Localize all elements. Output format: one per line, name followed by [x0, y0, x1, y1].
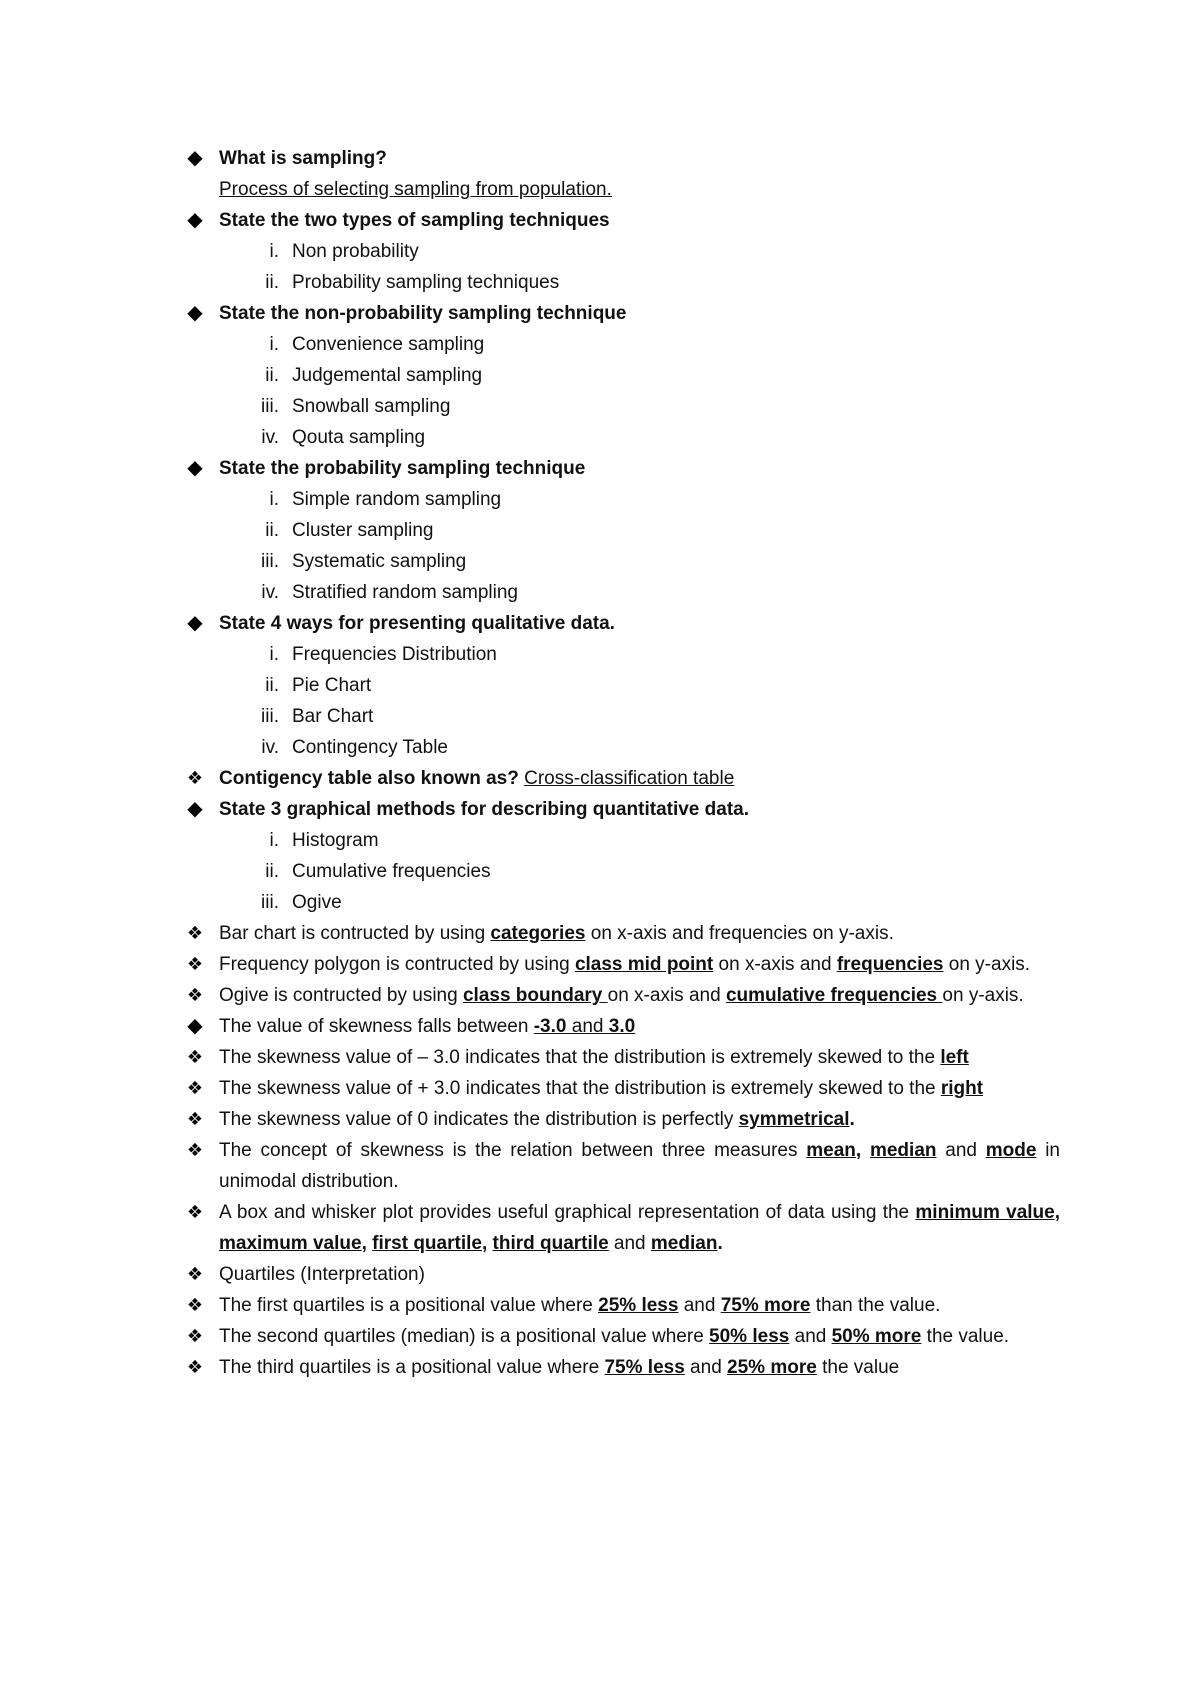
text: and [936, 1140, 986, 1161]
key-term: 50% less [709, 1326, 790, 1347]
question-text: What is sampling? [219, 148, 387, 169]
key-term: categories [490, 923, 586, 944]
key-term: 75% more [720, 1295, 811, 1316]
text: on x-axis and frequencies on y-axis. [585, 923, 894, 944]
list-item [185, 267, 1060, 298]
diamond-bullet-icon: ◆ [187, 302, 203, 324]
list-item-text: Non probability [292, 241, 419, 262]
text: Bar chart is contructed by using [219, 923, 491, 944]
list-numeral: iii. [261, 396, 279, 417]
text: , [1054, 1202, 1060, 1223]
question-text: Contigency table also known as? [219, 768, 519, 789]
star-bullet-icon: ❖ [186, 1357, 204, 1377]
text: Ogive is contructed by using [219, 985, 463, 1006]
list-item [185, 515, 1060, 546]
list-item [185, 732, 1060, 763]
statement-quartiles-heading [185, 1259, 1060, 1290]
list-item [185, 360, 1060, 391]
list-item-text: Frequencies Distribution [292, 644, 497, 665]
star-bullet-icon: ❖ [186, 923, 204, 943]
list-item [185, 670, 1060, 701]
text: The second quartiles (median) is a positional value where [219, 1326, 710, 1347]
key-term: 50% more [831, 1326, 922, 1347]
text: on y-axis. [942, 985, 1024, 1006]
statement-third-quartile [185, 1352, 1060, 1383]
diamond-bullet-icon: ◆ [187, 209, 203, 231]
list-item-text: Pie Chart [292, 675, 372, 696]
star-bullet-icon: ❖ [186, 1047, 204, 1067]
list-item-text: Simple random sampling [292, 489, 502, 510]
statement-box-whisker [185, 1197, 1060, 1259]
text: The third quartiles is a positional value where [219, 1357, 605, 1378]
key-term: 25% more [727, 1357, 817, 1378]
text: and [684, 1357, 728, 1378]
list-item-text: Qouta sampling [292, 427, 426, 448]
text: Quartiles (Interpretation) [219, 1264, 425, 1285]
text: and [789, 1326, 832, 1347]
key-term: mean [806, 1140, 856, 1161]
text: than the value. [810, 1295, 941, 1316]
question-contingency-table [185, 763, 1060, 794]
text: and [608, 1233, 651, 1254]
list-item [185, 825, 1060, 856]
list-numeral: iv. [261, 737, 279, 758]
list-numeral: iv. [261, 427, 279, 448]
text: , [855, 1140, 870, 1161]
text: The first quartiles is a positional value where [219, 1295, 599, 1316]
question-text: State the probability sampling technique [219, 458, 586, 479]
key-term: 75% less [604, 1357, 685, 1378]
question-text: State 4 ways for presenting qualitative data. [219, 613, 615, 634]
text: The value of skewness falls between [219, 1016, 534, 1037]
key-term: frequencies [836, 954, 944, 975]
text: The skewness value of 0 indicates the distribution is perfectly [219, 1109, 739, 1130]
list-numeral: ii. [265, 520, 279, 541]
statement-symmetrical [185, 1104, 1060, 1135]
list-numeral: ii. [265, 365, 279, 386]
text: . [849, 1109, 855, 1130]
text: and [678, 1295, 721, 1316]
star-bullet-icon: ❖ [186, 1295, 204, 1315]
key-term: class mid point [574, 954, 714, 975]
statement-skewness-range [185, 1011, 1060, 1042]
statement-frequency-polygon [185, 949, 1060, 980]
key-term: mode [985, 1140, 1037, 1161]
question-two-types [185, 205, 1060, 236]
text: , [481, 1233, 493, 1254]
list-numeral: ii. [265, 861, 279, 882]
key-term: 3.0 [608, 1016, 636, 1037]
statement-skew-right [185, 1073, 1060, 1104]
list-item [185, 329, 1060, 360]
list-item [185, 701, 1060, 732]
key-term: -3.0 [533, 1016, 572, 1037]
key-term: maximum value [219, 1233, 362, 1254]
key-term: class boundary [462, 985, 608, 1006]
star-bullet-icon: ❖ [186, 1078, 204, 1098]
statement-skewness-concept [185, 1135, 1060, 1197]
list-item [185, 484, 1060, 515]
statement-skew-left [185, 1042, 1060, 1073]
list-item-text: Stratified random sampling [292, 582, 518, 603]
list-numeral: iv. [261, 582, 279, 603]
list-numeral: ii. [265, 272, 279, 293]
statement-first-quartile [185, 1290, 1060, 1321]
text: the value. [921, 1326, 1010, 1347]
list-item [185, 236, 1060, 267]
list-item-text: Ogive [292, 892, 342, 913]
star-bullet-icon: ❖ [186, 1109, 204, 1129]
list-item-text: Convenience sampling [292, 334, 485, 355]
document-content [185, 143, 1060, 1383]
diamond-bullet-icon: ◆ [187, 1015, 203, 1037]
text: on y-axis. [943, 954, 1031, 975]
key-term: third quartile [492, 1233, 609, 1254]
text: The concept of skewness is the relation between three measures [219, 1140, 807, 1161]
text: A box and whisker plot provides useful graphical representation of data using the [219, 1202, 916, 1223]
text: , [361, 1233, 373, 1254]
list-numeral: i. [269, 644, 279, 665]
text: . [717, 1233, 723, 1254]
key-term: left [940, 1047, 969, 1068]
question-qualitative-data [185, 608, 1060, 639]
text: Frequency polygon is contructed by using [219, 954, 575, 975]
question-non-probability [185, 298, 1060, 329]
statement-bar-chart [185, 918, 1060, 949]
question-text: State 3 graphical methods for describing quantitative data. [219, 799, 749, 820]
list-item [185, 391, 1060, 422]
text: the value [816, 1357, 900, 1378]
diamond-bullet-icon: ◆ [187, 457, 203, 479]
list-item [185, 887, 1060, 918]
list-item-text: Bar Chart [292, 706, 374, 727]
list-item-text: Snowball sampling [292, 396, 451, 417]
text: The skewness value of + 3.0 indicates that the distribution is extremely skewed to the [219, 1078, 941, 1099]
list-item [185, 639, 1060, 670]
question-quantitative-data [185, 794, 1060, 825]
key-term: right [940, 1078, 984, 1099]
list-item-text: Cumulative frequencies [292, 861, 491, 882]
star-bullet-icon: ❖ [186, 954, 204, 974]
answer-text: Process of selecting sampling from population. [219, 179, 612, 200]
diamond-bullet-icon: ◆ [187, 612, 203, 634]
list-item-text: Histogram [292, 830, 379, 851]
text: on x-axis and [713, 954, 837, 975]
list-item [185, 422, 1060, 453]
list-numeral: iii. [261, 706, 279, 727]
list-item [185, 577, 1060, 608]
key-term: 25% less [598, 1295, 679, 1316]
list-numeral: i. [269, 241, 279, 262]
question-probability [185, 453, 1060, 484]
star-bullet-icon: ❖ [186, 1264, 204, 1284]
list-numeral: iii. [261, 892, 279, 913]
star-bullet-icon: ❖ [186, 1326, 204, 1346]
list-numeral: i. [269, 830, 279, 851]
statement-second-quartile [185, 1321, 1060, 1352]
question-text: State the non-probability sampling technique [219, 303, 627, 324]
list-numeral: i. [269, 334, 279, 355]
text: The skewness value of – 3.0 indicates that the distribution is extremely skewed to the [219, 1047, 941, 1068]
key-term: cumulative frequencies [725, 985, 943, 1006]
question-text: State the two types of sampling techniques [219, 210, 610, 231]
key-term: median [869, 1140, 937, 1161]
text: and [571, 1016, 609, 1037]
star-bullet-icon: ❖ [186, 768, 204, 788]
answer-text: Cross-classification table [524, 768, 735, 789]
key-term: symmetrical [738, 1109, 850, 1130]
star-bullet-icon: ❖ [186, 1202, 204, 1222]
key-term: first quartile [372, 1233, 482, 1254]
list-item-text: Judgemental sampling [292, 365, 483, 386]
diamond-bullet-icon: ◆ [187, 147, 203, 169]
list-numeral: i. [269, 489, 279, 510]
list-item-text: Probability sampling techniques [292, 272, 560, 293]
statement-ogive [185, 980, 1060, 1011]
text: on x-axis and [607, 985, 726, 1006]
list-numeral: ii. [265, 675, 279, 696]
text: in unimodal distribution. [219, 1140, 1060, 1192]
question-what-is-sampling [185, 143, 1060, 174]
key-term: minimum value [915, 1202, 1055, 1223]
list-item [185, 546, 1060, 577]
list-numeral: iii. [261, 551, 279, 572]
key-term: median [650, 1233, 718, 1254]
list-item-text: Contingency Table [292, 737, 448, 758]
star-bullet-icon: ❖ [186, 1140, 204, 1160]
star-bullet-icon: ❖ [186, 985, 204, 1005]
diamond-bullet-icon: ◆ [187, 798, 203, 820]
list-item [185, 856, 1060, 887]
list-item-text: Cluster sampling [292, 520, 434, 541]
list-item-text: Systematic sampling [292, 551, 467, 572]
